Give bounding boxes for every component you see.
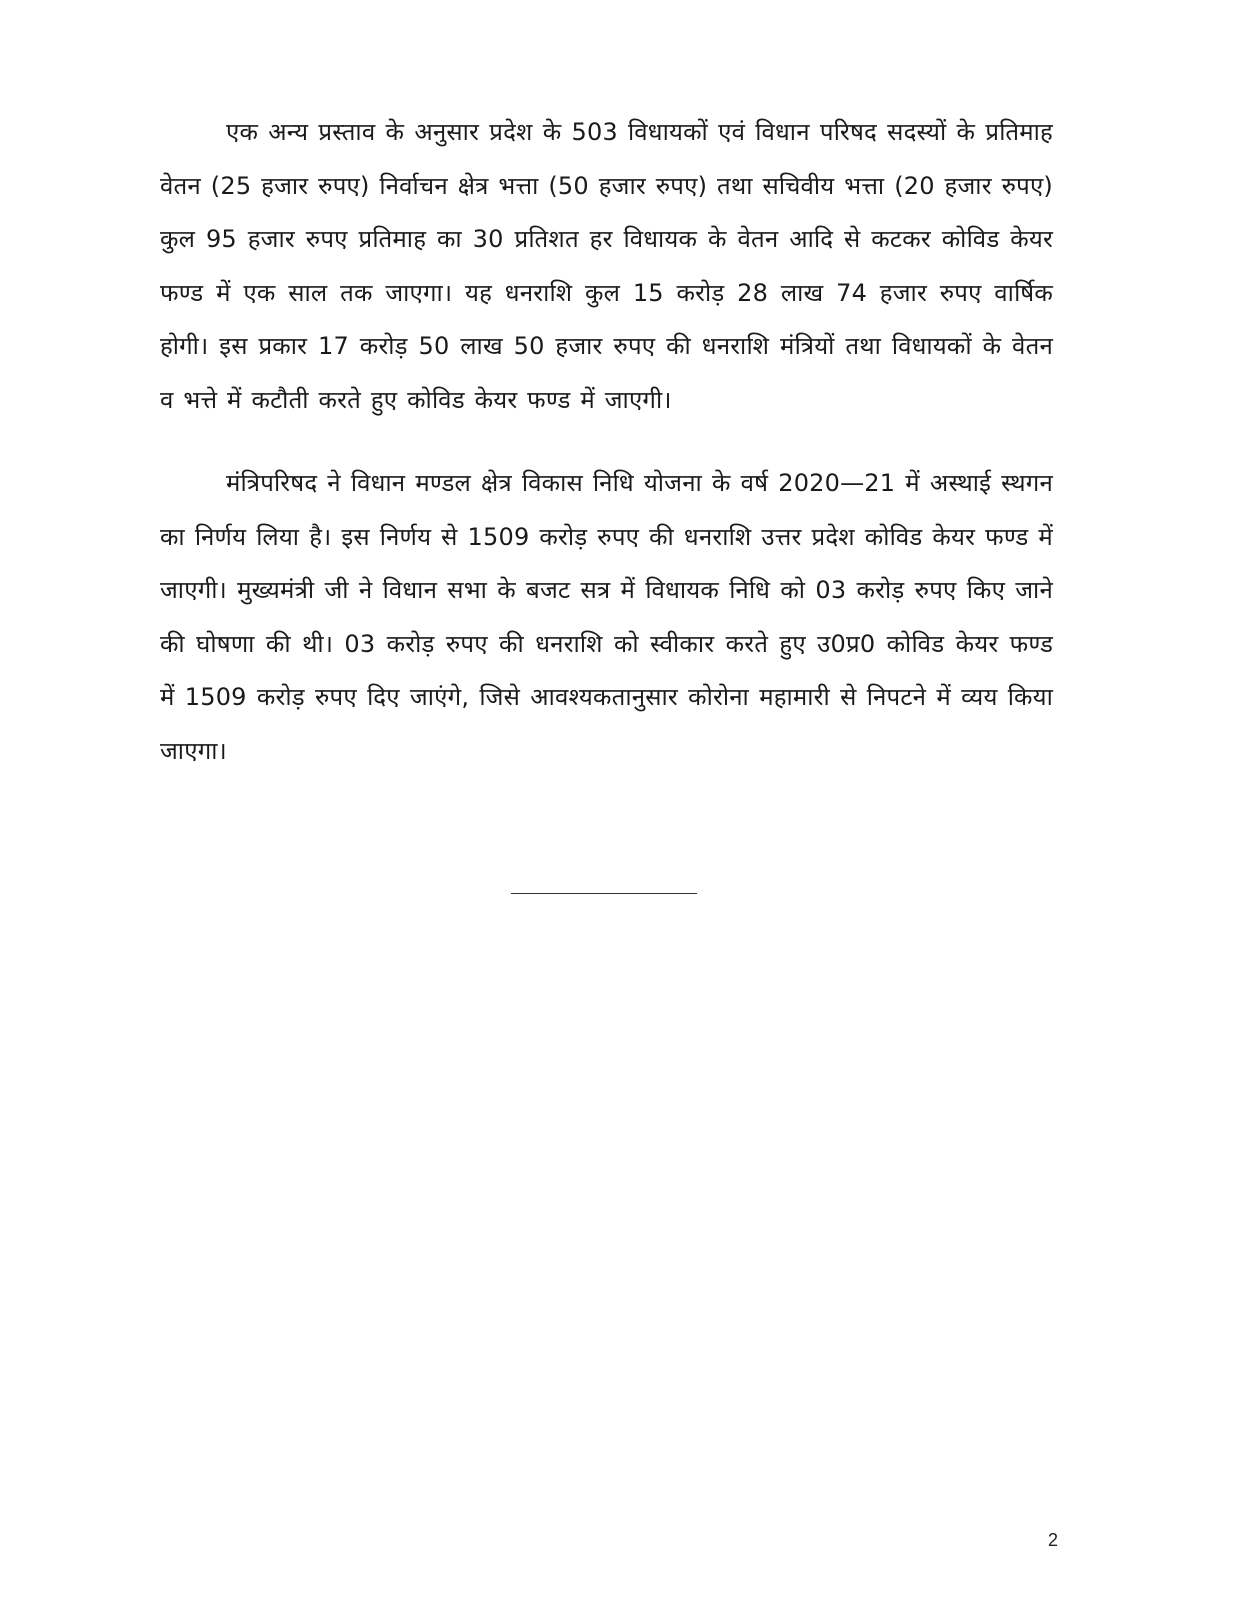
end-of-text-rule (511, 893, 697, 894)
paragraph-salary-deduction: एक अन्य प्रस्ताव के अनुसार प्रदेश के 503 विधायकों एवं विधान परिषद सदस्यों के प्रतिमाह वेतन (25 हजार रुपए) निर्वाचन क्षेत्र भत्ता (50 हजार रुपए) तथा सचिवीय भत्ता (20 हजार रुपए) कुल 95 हजार रुपए प्रतिमाह का 30 प्रतिशत हर विधायक के वेतन आदि से कटकर कोविड केयर फण्ड में एक साल तक जाएगा। यह धनराशि कुल 15 करोड़ 28 लाख 74 हजार रुपए वार्षिक होगी। इस प्रकार 17 करोड़ 50 लाख 50 हजार रुपए की धनराशि मंत्रियों तथा विधायकों के वेतन व भत्ते में कटौती करते हुए कोविड केयर फण्ड में जाएगी। (160, 118, 1053, 414)
document-body (160, 106, 1053, 778)
paragraph-development-fund: मंत्रिपरिषद ने विधान मण्डल क्षेत्र विकास निधि योजना के वर्ष 2020—21 में अस्थाई स्थगन का निर्णय लिया है। इस निर्णय से 1509 करोड़ रुपए की धनराशि उत्तर प्रदेश कोविड केयर फण्ड में जाएगी। मुख्यमंत्री जी ने विधान सभा के बजट सत्र में विधायक निधि को 03 करोड़ रुपए किए जाने की घोषणा की थी। 03 करोड़ रुपए की धनराशि को स्वीकार करते हुए उ0प्र0 कोविड केयर फण्ड में 1509 करोड़ रुपए दिए जाएंगे, जिसे आवश्यकतानुसार कोरोना महामारी से निपटने में व्यय किया जाएगा। (160, 469, 1053, 765)
page-number: 2 (1047, 1530, 1058, 1550)
